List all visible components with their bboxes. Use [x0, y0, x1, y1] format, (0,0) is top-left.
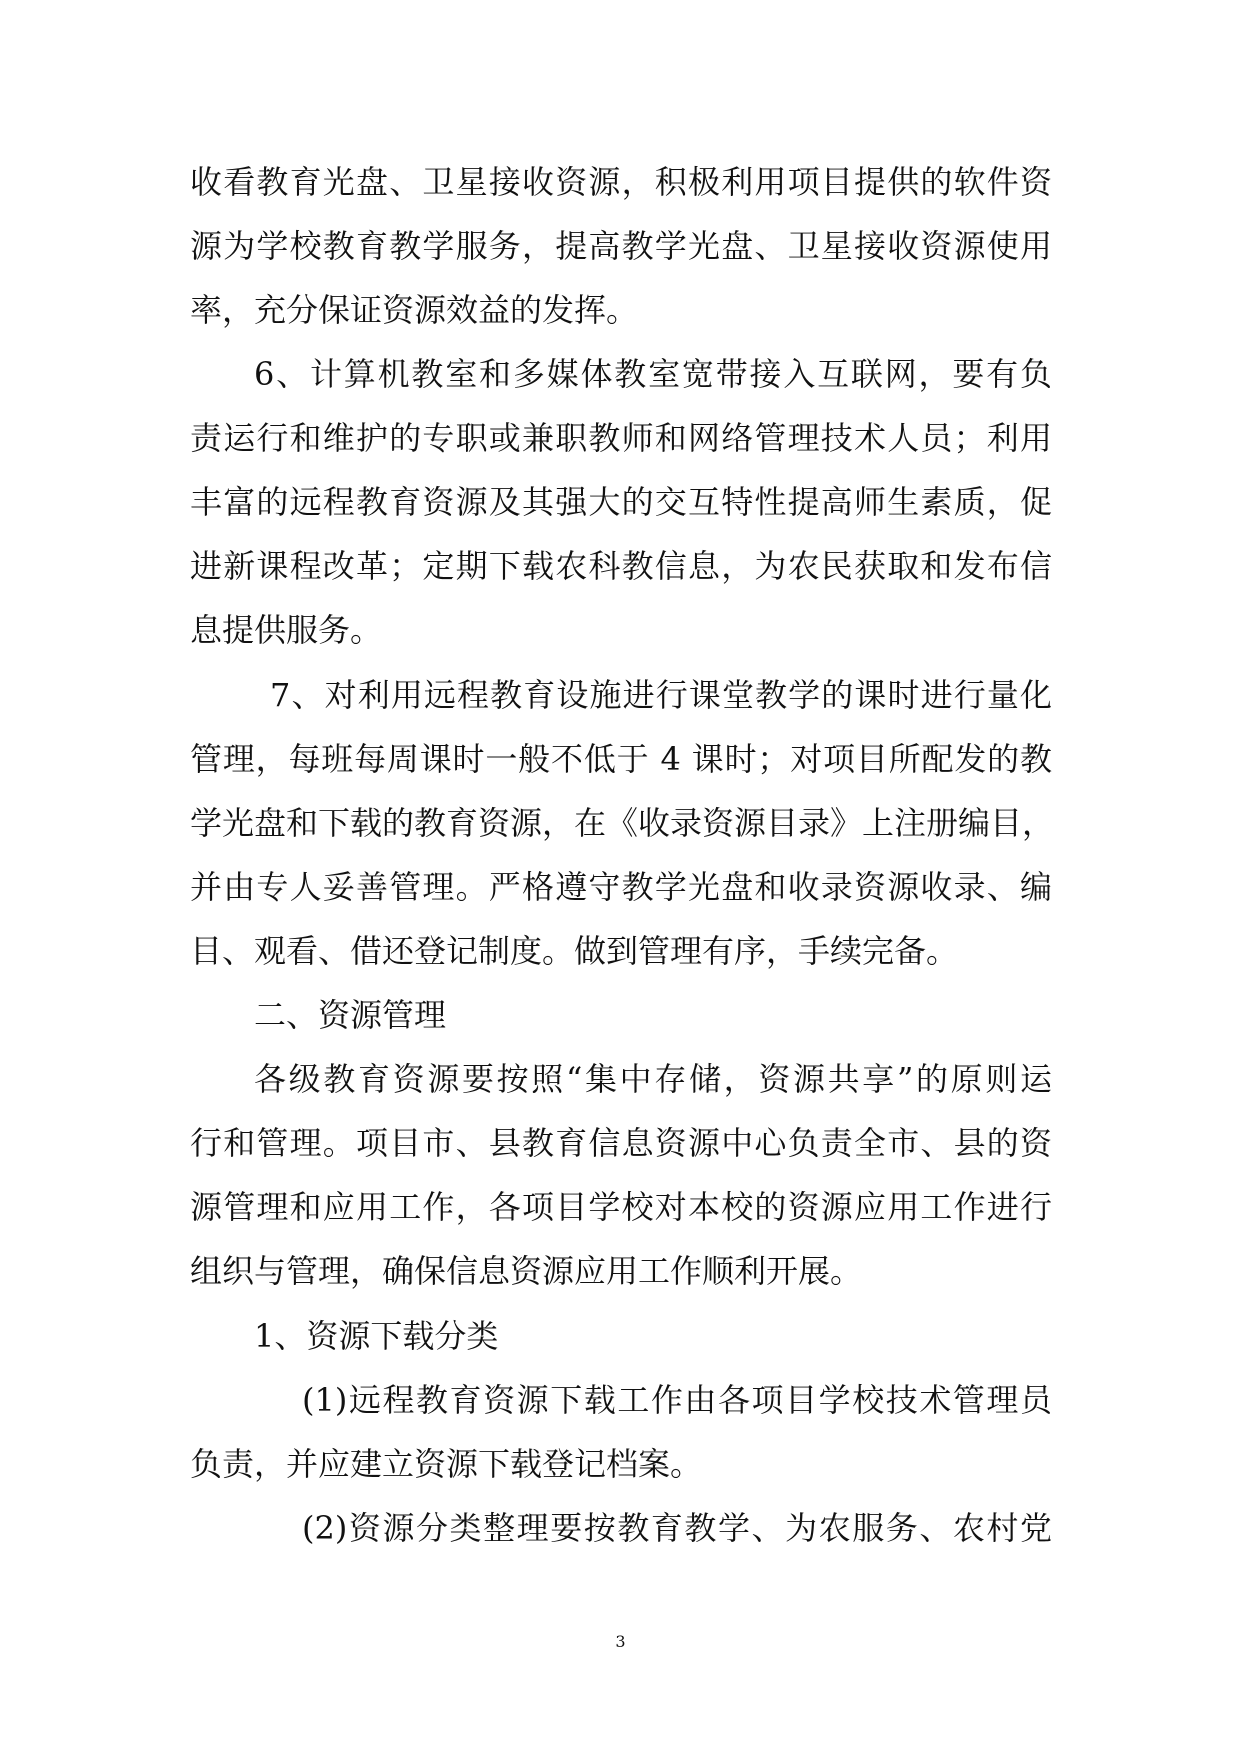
text-line: 丰富的远程教育资源及其强大的交互特性提高师生素质，促 [190, 483, 1052, 521]
text-line: 进新课程改革；定期下载农科教信息，为农民获取和发布信 [190, 547, 1052, 585]
paragraph-item-7: 7、对利用远程教育设施进行课堂教学的课时进行量化 [270, 676, 1052, 714]
text-line: (2)资源分类整理要按教育教学、为农服务、农村党 [302, 1509, 1052, 1547]
text-line: 负责，并应建立资源下载登记档案。 [190, 1445, 703, 1483]
text-line: 学光盘和下载的教育资源，在《收录资源目录》上注册编目， [190, 804, 1055, 842]
text-line: 源管理和应用工作，各项目学校对本校的资源应用工作进行 [190, 1188, 1052, 1226]
section-heading: 二、资源管理 [254, 996, 447, 1034]
text-line: 息提供服务。 [190, 611, 383, 649]
text-line: 组织与管理，确保信息资源应用工作顺利开展。 [190, 1252, 863, 1290]
text-line: 并由专人妥善管理。严格遵守教学光盘和收录资源收录、编 [190, 868, 1052, 906]
text-line: 源为学校教育教学服务，提高教学光盘、卫星接收资源使用 [190, 227, 1052, 265]
text-line: 管理，每班每周课时一般不低于 4 课时；对项目所配发的教 [190, 740, 1052, 778]
text-line: 各级教育资源要按照“集中存储，资源共享”的原则运 [254, 1060, 1052, 1098]
text-line: 率，充分保证资源效益的发挥。 [190, 291, 639, 329]
text-line: 责运行和维护的专职或兼职教师和网络管理技术人员；利用 [190, 419, 1052, 457]
text-line: 目、观看、借还登记制度。做到管理有序，手续完备。 [190, 932, 959, 970]
paragraph-item-6: 6、计算机教室和多媒体教室宽带接入互联网，要有负 [254, 355, 1052, 393]
text-line: 行和管理。项目市、县教育信息资源中心负责全市、县的资 [190, 1124, 1052, 1162]
page-number: 3 [615, 1632, 626, 1651]
text-line: (1)远程教育资源下载工作由各项目学校技术管理员 [302, 1381, 1052, 1419]
subsection-heading: 1、资源下载分类 [254, 1317, 499, 1355]
text-line: 收看教育光盘、卫星接收资源，积极利用项目提供的软件资 [190, 163, 1052, 201]
